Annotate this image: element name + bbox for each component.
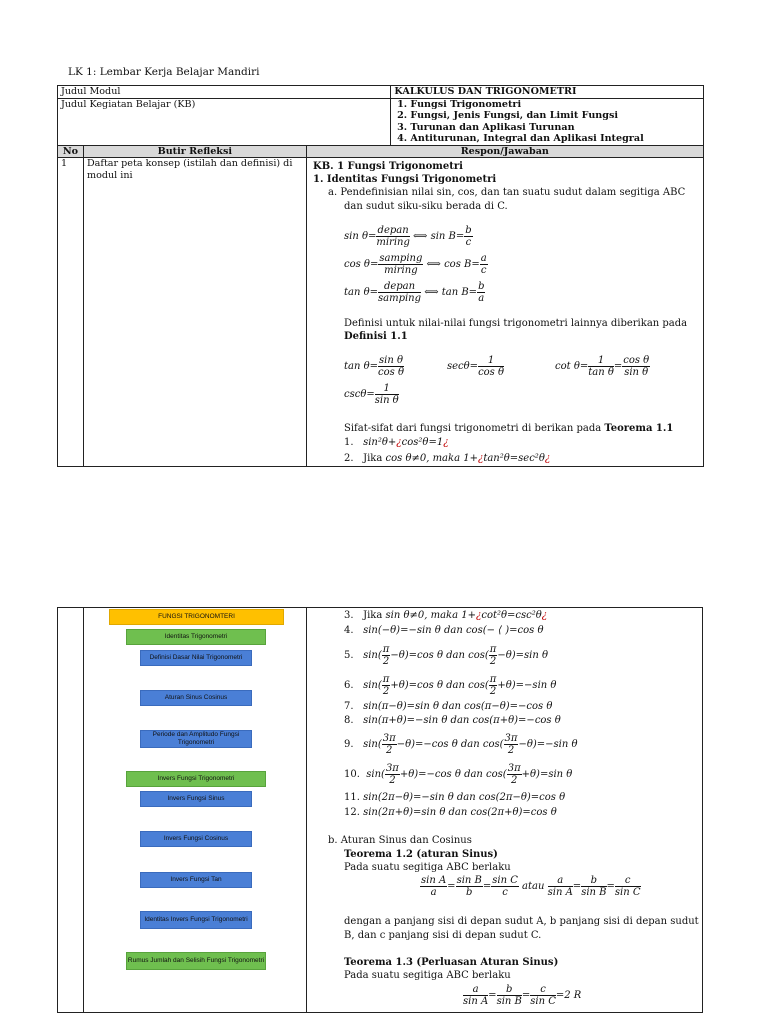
concept-box: Aturan Sinus Cosinus [140, 690, 252, 706]
identity-3: 3. Jika sin θ≠0, maka 1+¿cot²θ=csc²θ¿ [344, 610, 548, 621]
page-title: LK 1: Lembar Kerja Belajar Mandiri [68, 66, 260, 78]
definition-label: Definisi 1.1 [344, 331, 408, 342]
teorema-13: Teorema 1.3 (Perluasan Aturan Sinus) [344, 957, 559, 968]
item-a: a. Pendefinisian nilai sin, cos, dan tan suatu sudut dalam segitiga ABC [328, 187, 686, 198]
kb-item: 4. Antiturunan, Integral dan Aplikasi Integral [410, 133, 700, 145]
identity-7: 7. sin(π−θ)=sin θ dan cos(π−θ)=−cos θ [344, 701, 553, 712]
row-judul-modul [58, 86, 704, 99]
identity-6: 6. sin( $\frac{\pi}{2}$ +θ)=cos θ dan cos( $\frac{\pi}{2}$ +θ)=−sin θ [344, 674, 557, 697]
formula-sec-def: secθ= $\frac{1}{\text{cos θ}}$ [447, 355, 505, 378]
row-no: 1 [58, 158, 84, 467]
row-butir: Daftar peta konsep (istilah dan definisi) di modul ini [83, 158, 306, 467]
formula-cos: cos θ= $\frac{\text{samping}}{\text{miring}}$ ⟺ cos B= $\frac{a}{c}$ [344, 253, 487, 276]
concept-box: Invers Fungsi Sinus [140, 791, 252, 807]
kb-heading: KB. 1 Fungsi Trigonometri [313, 161, 463, 172]
header-no: No [58, 145, 84, 158]
judul-kb-label: Judul Kegiatan Belajar (KB) [58, 98, 391, 145]
col-divider [83, 607, 84, 1013]
concept-box: Identitas Trigonometri [126, 629, 266, 645]
kb-item: 1. Fungsi Trigonometri [410, 99, 700, 111]
judul-kb-list [391, 98, 704, 145]
item-a-cont: dan sudut siku-siku berada di C. [344, 201, 508, 212]
worksheet-table [57, 85, 704, 467]
identity-11: 11. sin(2π−θ)=−sin θ dan cos(2π−θ)=cos θ [344, 792, 566, 803]
judul-modul-value: KALKULUS DAN TRIGONOMETRI [391, 86, 704, 99]
header-respon: Respon/Jawaban [306, 145, 703, 158]
header-butir: Butir Refleksi [83, 145, 306, 158]
concept-box: Rumus Jumlah dan Selisih Fungsi Trigonometri [126, 952, 266, 970]
kb-item: 2. Fungsi, Jenis Fungsi, dan Limit Fungsi [410, 110, 700, 122]
pada-text: Pada suatu segitiga ABC berlaku [344, 862, 511, 873]
formula-tan: tan θ= $\frac{\text{depan}}{\text{samping}}$ ⟺ tan B= $\frac{b}{a}$ [344, 281, 485, 304]
col-divider [306, 607, 307, 1013]
item-b: b. Aturan Sinus dan Cosinus [328, 835, 472, 846]
identity-10: 10. sin( $\frac{3\pi}{2}$ +θ)=−cos θ dan cos( $\frac{3\pi}{2}$ +θ)=sin θ [344, 763, 573, 786]
kb-item: 3. Turunan dan Aplikasi Turunan [410, 122, 700, 134]
header-row [58, 145, 704, 158]
concept-box: Invers Fungsi Tan [140, 872, 252, 888]
sifat-text: Sifat-sifat dari fungsi trigonometri di berikan pada Teorema 1.1 [344, 423, 674, 434]
identity-4: 4. sin(−θ)=−sin θ dan cos(− ⟨ )=cos θ [344, 625, 544, 636]
concept-box: Invers Fungsi Trigonometri [126, 771, 266, 787]
sifat-item-2: 2. Jika cos θ≠0, maka 1+¿tan²θ=sec²θ¿ [344, 453, 551, 464]
formula-sin: sin θ= $\frac{\text{depan}}{\text{miring}}$ ⟺ sin B= $\frac{b}{c}$ [344, 225, 472, 248]
teorema-12: Teorema 1.2 (aturan Sinus) [344, 849, 498, 860]
concept-box: Invers Fungsi Cosinus [140, 831, 252, 847]
identity-8: 8. sin(π+θ)=−sin θ dan cos(π+θ)=−cos θ [344, 715, 561, 726]
formula-csc-def: cscθ= $\frac{1}{\text{sin θ}}$ [344, 383, 399, 406]
dengan-text: dengan a panjang sisi di depan sudut A, b panjang sisi di depan sudut [344, 916, 699, 927]
row-judul-kb [58, 98, 704, 145]
concept-box: Identitas Invers Fungsi Trigonometri [140, 911, 252, 929]
sine-rule: $\frac{\text{sin A}}{a}$ = $\frac{\text{sin B}}{b}$ = $\frac{\text{sin C}}{c}$ atau $\frac{a}{\text{sin A}}$ = $\frac{b}{\text{sin B}}$ = $\frac{c}{\text{sin C}}$ [421, 875, 641, 898]
dengan-text-cont: B, dan c panjang sisi di depan sudut C. [344, 930, 542, 941]
identity-5: 5. sin( $\frac{\pi}{2}$ −θ)=cos θ dan cos( $\frac{\pi}{2}$ −θ)=sin θ [344, 644, 549, 667]
concept-box: FUNGSI TRIGONOMTERI [109, 609, 284, 625]
pada-text-2: Pada suatu segitiga ABC berlaku [344, 970, 511, 981]
concept-box: Definisi Dasar Nilai Trigonometri [140, 650, 252, 666]
identity-9: 9. sin( $\frac{3\pi}{2}$ −θ)=−cos θ dan cos( $\frac{3\pi}{2}$ −θ)=−sin θ [344, 733, 578, 756]
extended-sine-rule: $\frac{a}{\text{sin A}}$ = $\frac{b}{\text{sin B}}$ = $\frac{c}{\text{sin C}}$ =2 R [463, 984, 582, 1007]
sifat-item-1: 1. sin²θ+¿cos²θ=1¿ [344, 437, 449, 448]
formula-tan-def: tan θ= $\frac{\text{sin θ}}{\text{cos θ}}$ [344, 355, 404, 378]
identity-12: 12. sin(2π+θ)=sin θ dan cos(2π+θ)=cos θ [344, 807, 557, 818]
judul-modul-label: Judul Modul [58, 86, 391, 99]
section-heading: 1. Identitas Fungsi Trigonometri [313, 174, 497, 185]
formula-cot-def: cot θ= $\frac{1}{\text{tan θ}}$ = $\frac{\text{cos θ}}{\text{sin θ}}$ [555, 355, 650, 378]
definition-text: Definisi untuk nilai-nilai fungsi trigonometri lainnya diberikan pada [344, 318, 688, 329]
concept-box: Periode dan Amplitudo Fungsi Trigonometri [140, 730, 252, 748]
